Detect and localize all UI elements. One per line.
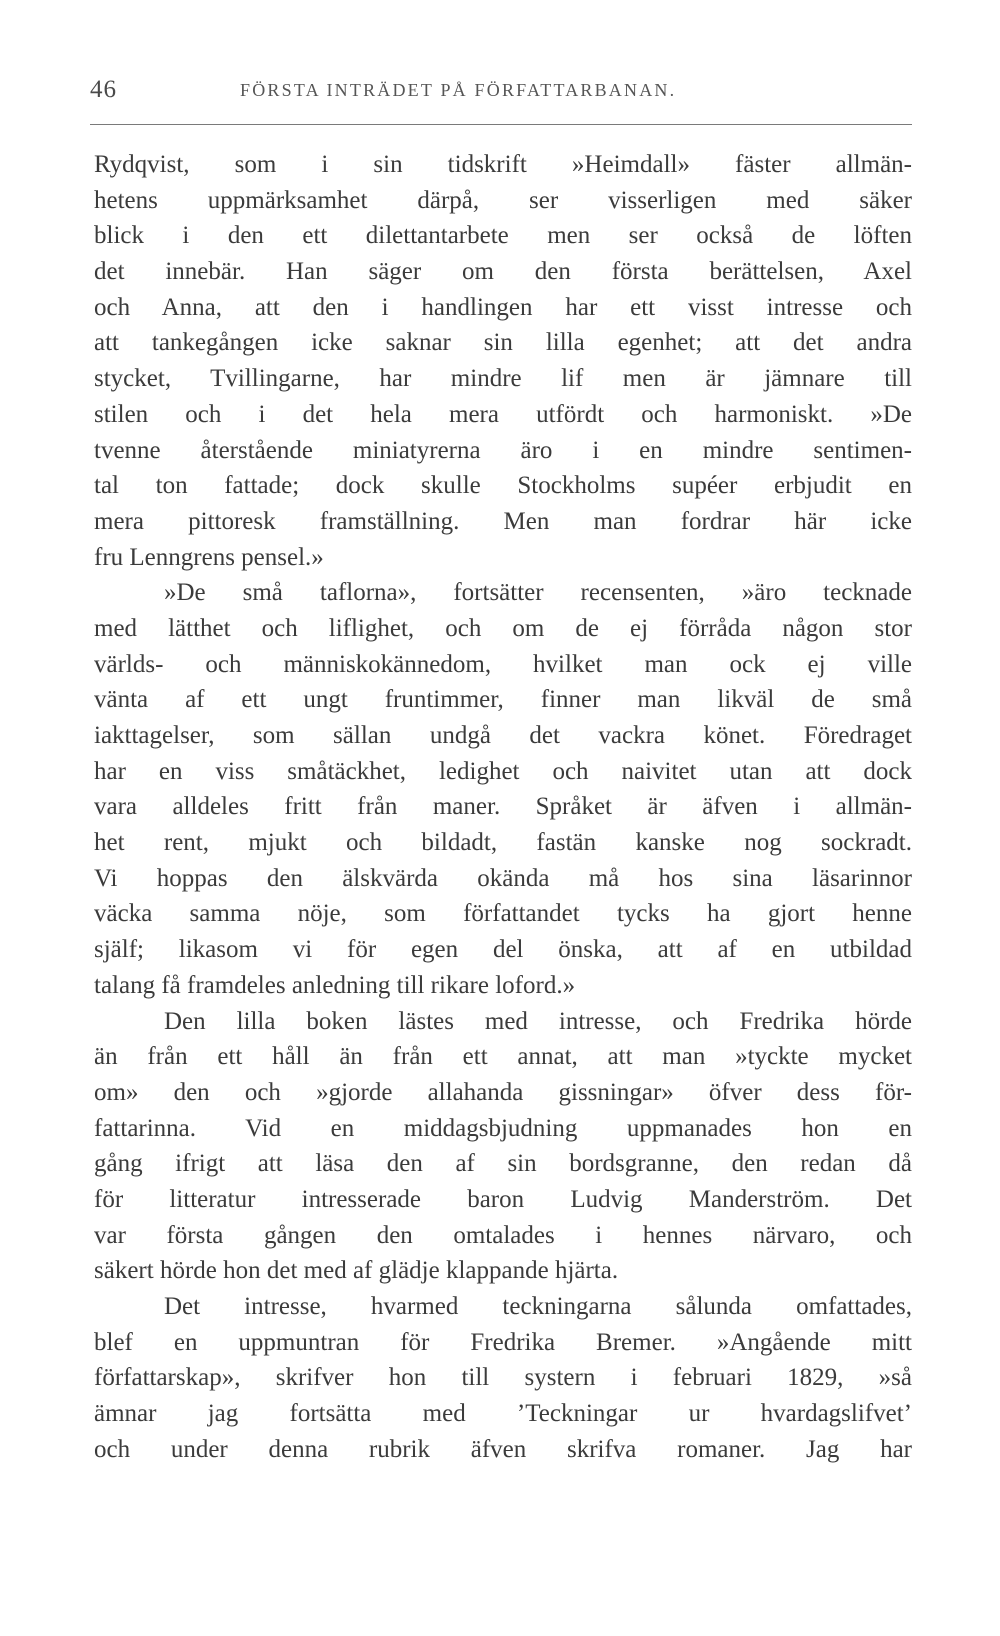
text-line: säkert hörde hon det med af glädje klappande hjärta. <box>94 1257 619 1285</box>
page-number: 46 <box>90 76 117 103</box>
text-line: vänta af ett ungt fruntimmer, finner man likväl de små <box>94 686 912 714</box>
text-line: fattarinna. Vid en middagsbjudning uppmanades hon en <box>94 1114 912 1142</box>
text-line: fru Lenngrens pensel.» <box>94 543 324 571</box>
text-line: det innebär. Han säger om den första berättelsen, Axel <box>94 258 912 286</box>
text-line: Vi hoppas den älskvärda okända må hos sina läsarinnor <box>94 864 912 892</box>
text-line: har en viss småtäckhet, ledighet och naivitet utan att dock <box>94 757 912 785</box>
text-line: vara alldeles fritt från maner. Språket är äfven i allmän- <box>94 793 912 821</box>
text-line: talang få framdeles anledning till rikare loford.» <box>94 971 576 999</box>
text-line: Det intresse, hvarmed teckningarna sålunda omfattades, <box>164 1293 912 1320</box>
text-line: själf; likasom vi för egen del önska, att af en utbildad <box>94 936 912 964</box>
text-line: världs- och människokännedom, hvilket man ock ej ville <box>94 650 912 678</box>
text-line: stycket, Tvillingarne, har mindre lif men är jämnare till <box>94 365 912 393</box>
text-line: för litteratur intresserade baron Ludvig Manderström. Det <box>94 1185 912 1213</box>
text-line: tvenne återstående miniatyrerna äro i en mindre sentimen- <box>94 436 912 464</box>
body-text <box>94 147 912 1467</box>
text-line: hetens uppmärksamhet därpå, ser visserligen med säker <box>94 186 912 214</box>
text-line: med lätthet och liflighet, och om de ej förråda någon stor <box>94 614 912 642</box>
header-rule <box>90 124 912 125</box>
running-head <box>90 76 912 112</box>
text-line: gång ifrigt att läsa den af sin bordsgranne, den redan då <box>94 1150 912 1178</box>
text-line: väcka samma nöje, som författandet tycks ha gjort henne <box>94 900 912 928</box>
text-line: än från ett håll än från ett annat, att man »tyckte mycket <box>94 1043 912 1071</box>
text-line: om» den och »gjorde allahanda gissningar» öfver dess för- <box>94 1078 912 1106</box>
text-line: mera pittoresk framställning. Men man fordrar här icke <box>94 507 912 535</box>
text-line: ämnar jag fortsätta med ’Teckningar ur hvardagslifvet’ <box>94 1400 912 1428</box>
text-line: författarskap», skrifver hon till systern i februari 1829, »så <box>94 1364 912 1392</box>
text-line: och Anna, att den i handlingen har ett visst intresse och <box>94 293 912 321</box>
text-line: Den lilla boken lästes med intresse, och Fredrika hörde <box>164 1007 912 1035</box>
text-line: blef en uppmuntran för Fredrika Bremer. »Angående mitt <box>94 1328 912 1356</box>
text-line: iakttagelser, som sällan undgå det vackra könet. Föredraget <box>94 722 912 749</box>
text-line: »De små taflorna», fortsätter recensenten, »äro tecknade <box>164 579 912 607</box>
text-line: Rydqvist, som i sin tidskrift »Heimdall» fäster allmän- <box>94 151 912 178</box>
running-title: FÖRSTA INTRÄDET PÅ FÖRFATTARBANAN. <box>240 80 677 100</box>
text-line: tal ton fattade; dock skulle Stockholms supéer erbjudit en <box>94 472 912 500</box>
text-line: blick i den ett dilettantarbete men ser också de löften <box>94 222 912 250</box>
text-line: var första gången den omtalades i hennes närvaro, och <box>94 1221 912 1249</box>
text-line: het rent, mjukt och bildadt, fastän kanske nog sockradt. <box>94 829 912 857</box>
text-line: stilen och i det hela mera utfördt och harmoniskt. »De <box>94 400 912 428</box>
text-line: och under denna rubrik äfven skrifva romaner. Jag har <box>94 1435 912 1463</box>
text-line: att tankegången icke saknar sin lilla egenhet; att det andra <box>94 329 912 357</box>
